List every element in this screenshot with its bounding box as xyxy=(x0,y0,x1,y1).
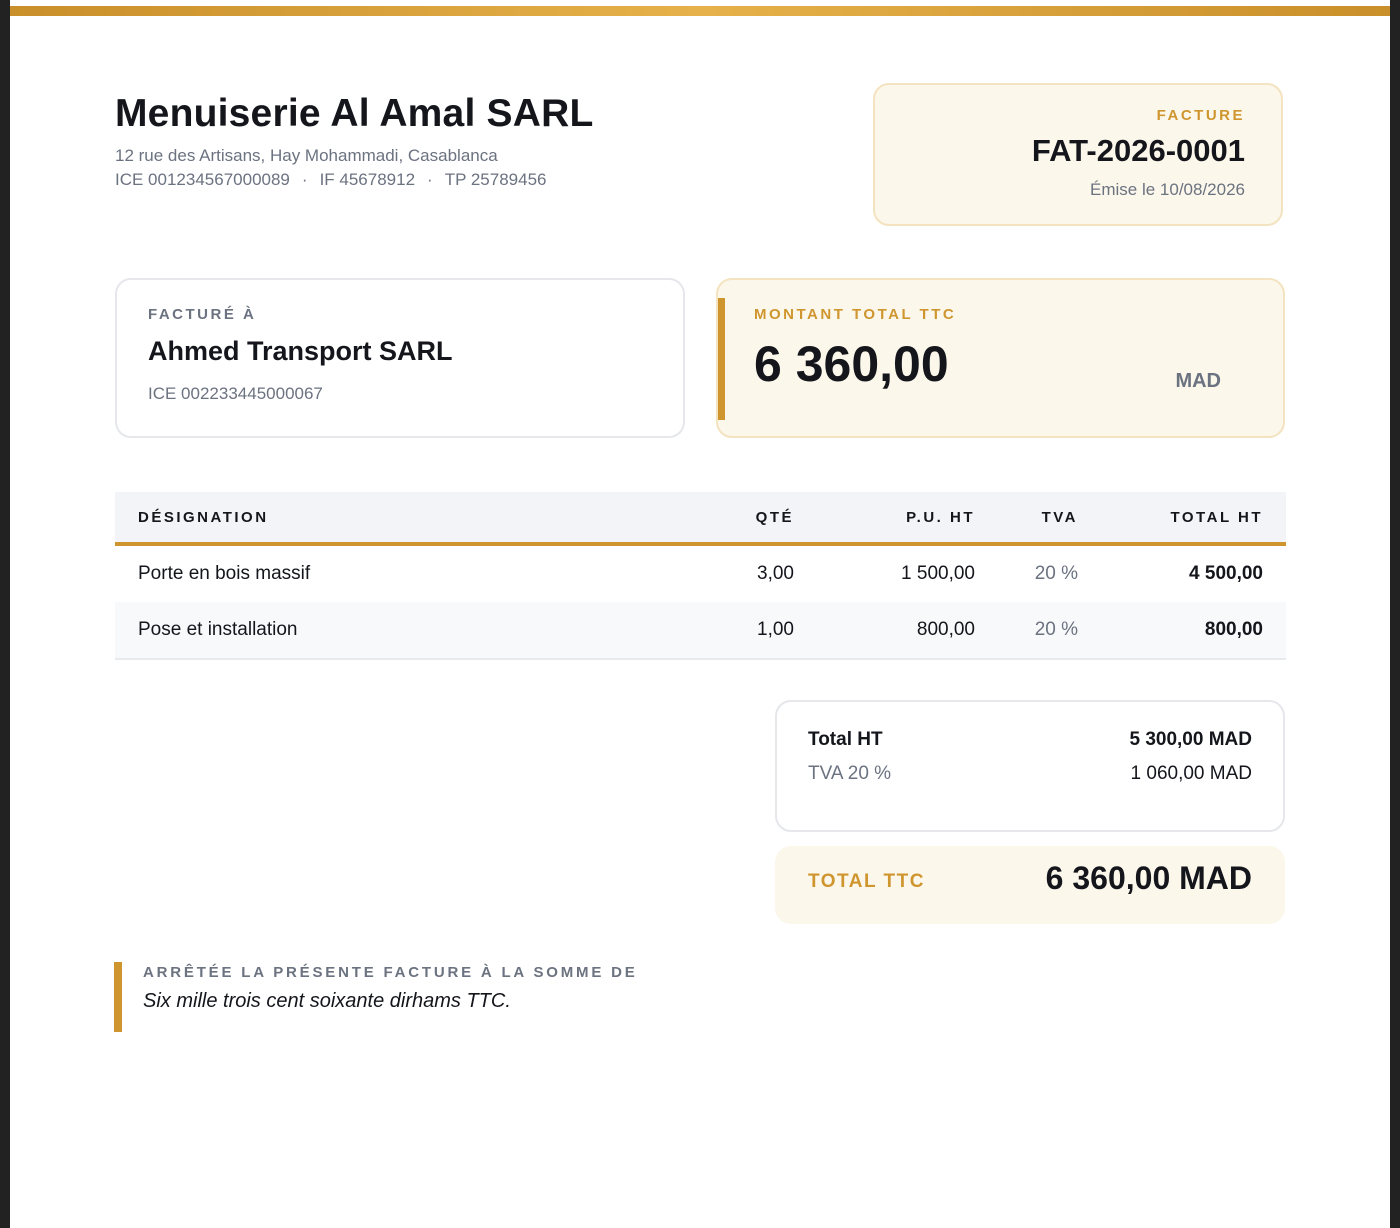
cell-tva: 20 % xyxy=(975,602,1078,659)
amount-in-words-label: ARRÊTÉE LA PRÉSENTE FACTURE À LA SOMME DE xyxy=(143,964,638,981)
header-qty: QTÉ xyxy=(678,492,794,544)
amount-currency: MAD xyxy=(1175,370,1221,392)
amount-in-words-accent xyxy=(114,962,122,1032)
header-unit-price: P.U. HT xyxy=(794,492,975,544)
separator: · xyxy=(301,170,308,189)
invoice-number: FAT-2026-0001 xyxy=(1031,133,1245,168)
company-address: 12 rue des Artisans, Hay Mohammadi, Casablanca xyxy=(115,146,498,165)
cell-qty: 3,00 xyxy=(757,563,794,584)
accent-top-bar xyxy=(10,6,1390,16)
company-ids xyxy=(115,170,546,190)
client-label: FACTURÉ À xyxy=(148,306,257,323)
client-name: Ahmed Transport SARL xyxy=(148,336,453,366)
cell-tva: 20 % xyxy=(1034,563,1078,584)
cell-total: 4 500,00 xyxy=(1189,563,1263,584)
total-ttc-label: TOTAL TTC xyxy=(808,871,925,892)
company-if: IF 45678912 xyxy=(319,170,416,189)
invoice-info-card xyxy=(873,83,1283,226)
company-tp: TP 25789456 xyxy=(444,170,547,189)
total-ht-label: Total HT xyxy=(808,729,883,750)
header-designation: DÉSIGNATION xyxy=(115,492,678,544)
separator: · xyxy=(427,170,433,189)
table-header-row xyxy=(115,492,1286,544)
invoice-date: Émise le 10/08/2026 xyxy=(1090,180,1245,199)
cell-unit-price: 1 500,00 xyxy=(901,563,975,584)
amount-label: MONTANT TOTAL TTC xyxy=(754,306,957,323)
totals-card xyxy=(775,700,1285,832)
tva-value: 1 060,00 MAD xyxy=(1130,763,1252,784)
amount-in-words: Six mille trois cent soixante dirhams TTC. xyxy=(143,990,511,1012)
total-amount-card xyxy=(716,278,1285,438)
header-total: TOTAL HT xyxy=(1078,492,1286,544)
cell-designation: Pose et installation xyxy=(115,602,678,659)
total-ttc-value: 6 360,00 MAD xyxy=(1045,860,1252,896)
cell-qty: 1,00 xyxy=(678,602,794,659)
client-card xyxy=(115,278,685,438)
items-table xyxy=(115,492,1286,660)
cell-designation: Porte en bois massif xyxy=(138,563,311,584)
invoice-page xyxy=(10,0,1390,1228)
amount-value: 6 360,00 xyxy=(754,336,949,392)
total-ht-value: 5 300,00 MAD xyxy=(1129,729,1252,750)
header-tva: TVA xyxy=(975,492,1078,544)
company-ice: ICE 001234567000089 xyxy=(115,170,290,189)
tva-label: TVA 20 % xyxy=(808,763,892,784)
table-row xyxy=(115,544,1286,602)
cell-total: 800,00 xyxy=(1078,602,1286,659)
client-ice: ICE 002233445000067 xyxy=(148,384,323,403)
table-row xyxy=(115,602,1286,659)
invoice-label: FACTURE xyxy=(1156,107,1245,124)
total-ttc-card xyxy=(775,846,1285,924)
cell-unit-price: 800,00 xyxy=(794,602,975,659)
amount-accent-bar xyxy=(718,298,725,420)
company-name: Menuiserie Al Amal SARL xyxy=(115,92,594,135)
